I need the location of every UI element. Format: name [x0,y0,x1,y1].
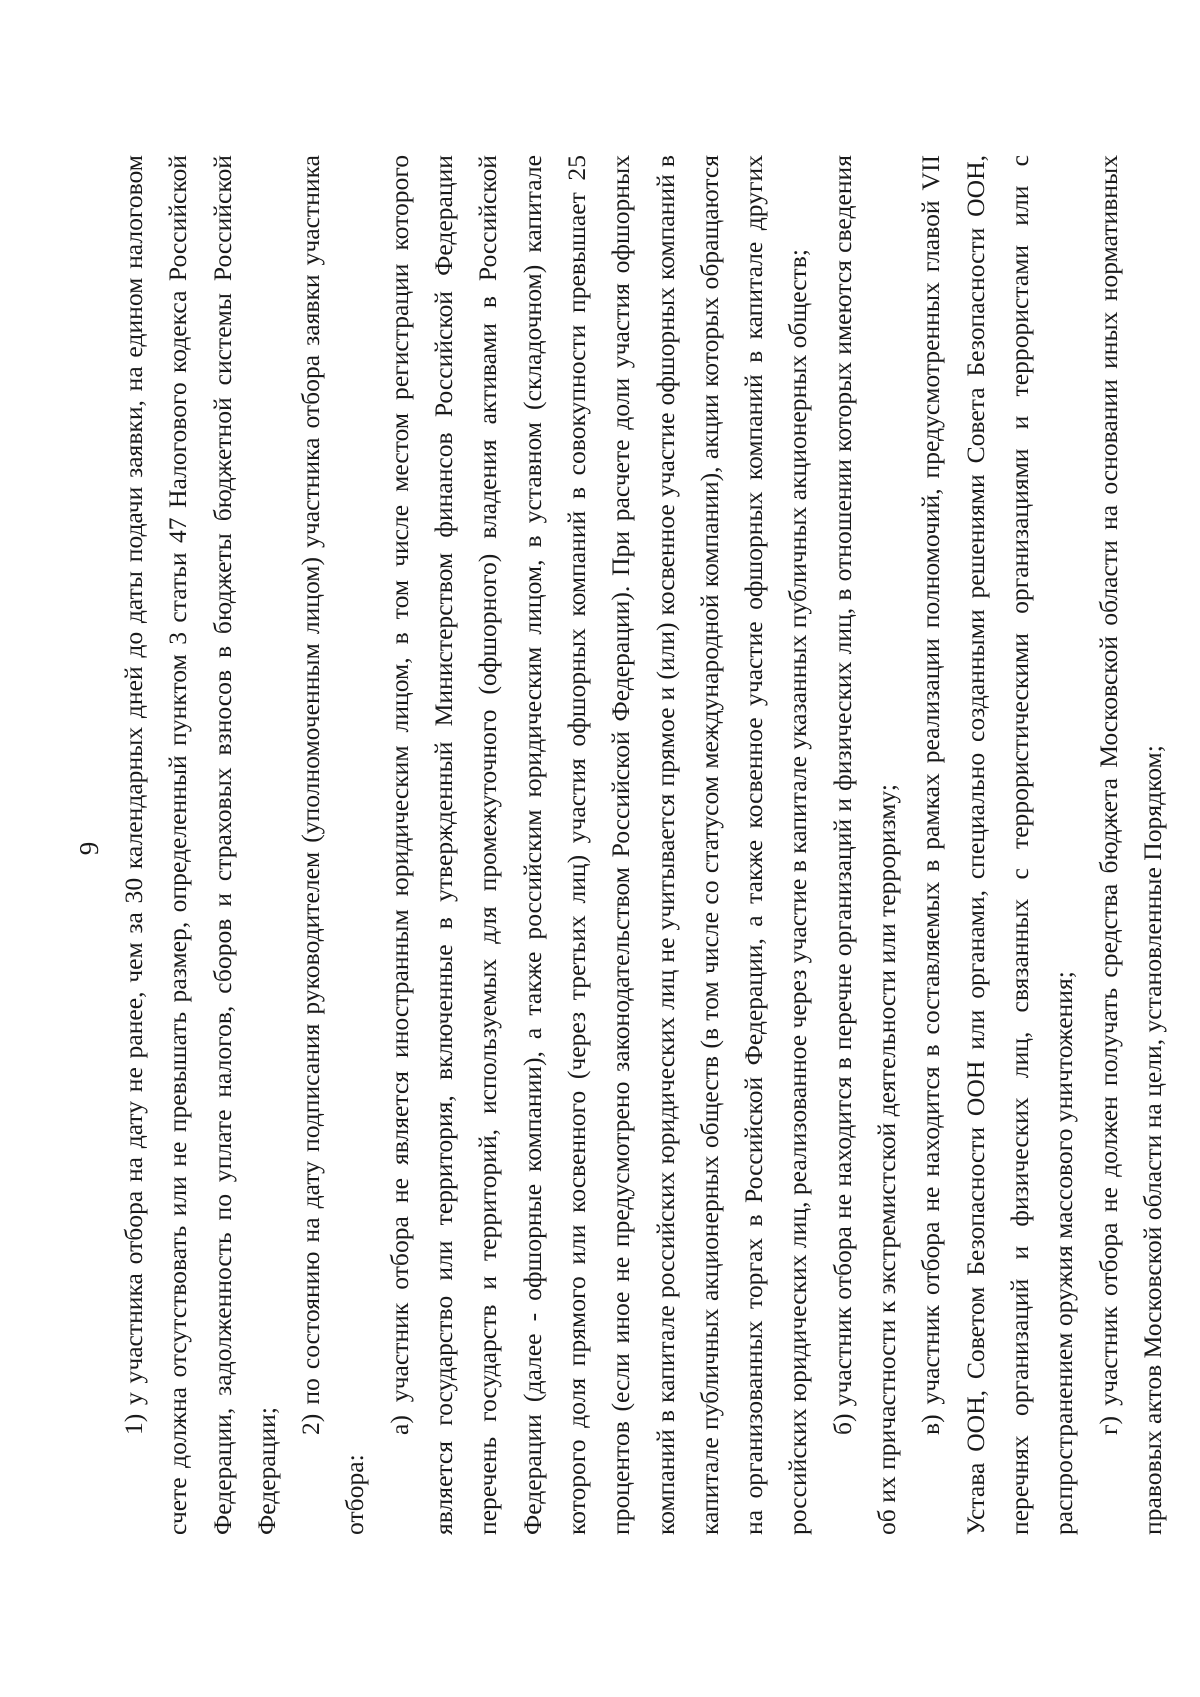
page-number: 9 [74,841,104,856]
paragraph-2a: а) участник отбора не является иностранным юридическим лицом, в том числе местом регистрации которого является государство или территория, включенные в утвержденный Министерством финансов Российской Федерации перечень государств и территорий, используемых для промежуточного (офшорного) владения активами в Российской Федерации (далее - офшорные компании), а также российским юридическим лицом, в уставном (складочном) капитале которого доля прямого или косвенного (через третьих лиц) участия офшорных компаний в совокупности превышает 25 процентов (если иное не предусмотрено законодательством Российской Федерации). При расчете доли участия офшорных компаний в капитале российских юридических лиц не учитывается прямое и (или) косвенное участие офшорных компаний в капитале публичных акционерных обществ (в том числе со статусом международной компании), акции которых обращаются на организованных торгах в Российской Федерации, а также косвенное участие офшорных компаний в капитале других российских юридических лиц, реализованное через участие в капитале указанных публичных акционерных обществ; [384,155,813,1535]
paragraph-1: 1) у участника отбора на дату не ранее, чем за 30 календарных дней до даты подачи заявки, на едином налоговом счете должна отсутствовать или не превышать размер, определенный пунктом 3 статьи 47 Налогового кодекса Российской Федерации, задолженность по уплате налогов, сборов и страховых взносов в бюджеты бюджетной системы Российской Федерации; [119,155,281,1535]
paragraph-2b: б) участник отбора не находится в перечне организаций и физических лиц, в отношении которых имеются сведения об их причастности к экстремистской деятельности или терроризму; [827,155,902,1535]
paragraph-2g: г) участник отбора не должен получать средства бюджета Московской области на основании иных нормативных правовых актов Московской области на цели, установленные Порядком; [1093,155,1167,1535]
paragraph-2: 2) по состоянию на дату подписания руководителем (уполномоченным лицом) участника отбора заявки участника отбора: [296,155,370,1535]
document-body [112,155,1175,1535]
paragraph-2v: в) участник отбора не находится в составляемых в рамках реализации полномочий, предусмотренных главой VII Устава ООН, Советом Безопасности ООН или органами, специально созданными решениями Совета Безопасности ООН, перечнях организаций и физических лиц, связанных с террористическими организациями и террористами или с распространением оружия массового уничтожения; [916,155,1079,1535]
